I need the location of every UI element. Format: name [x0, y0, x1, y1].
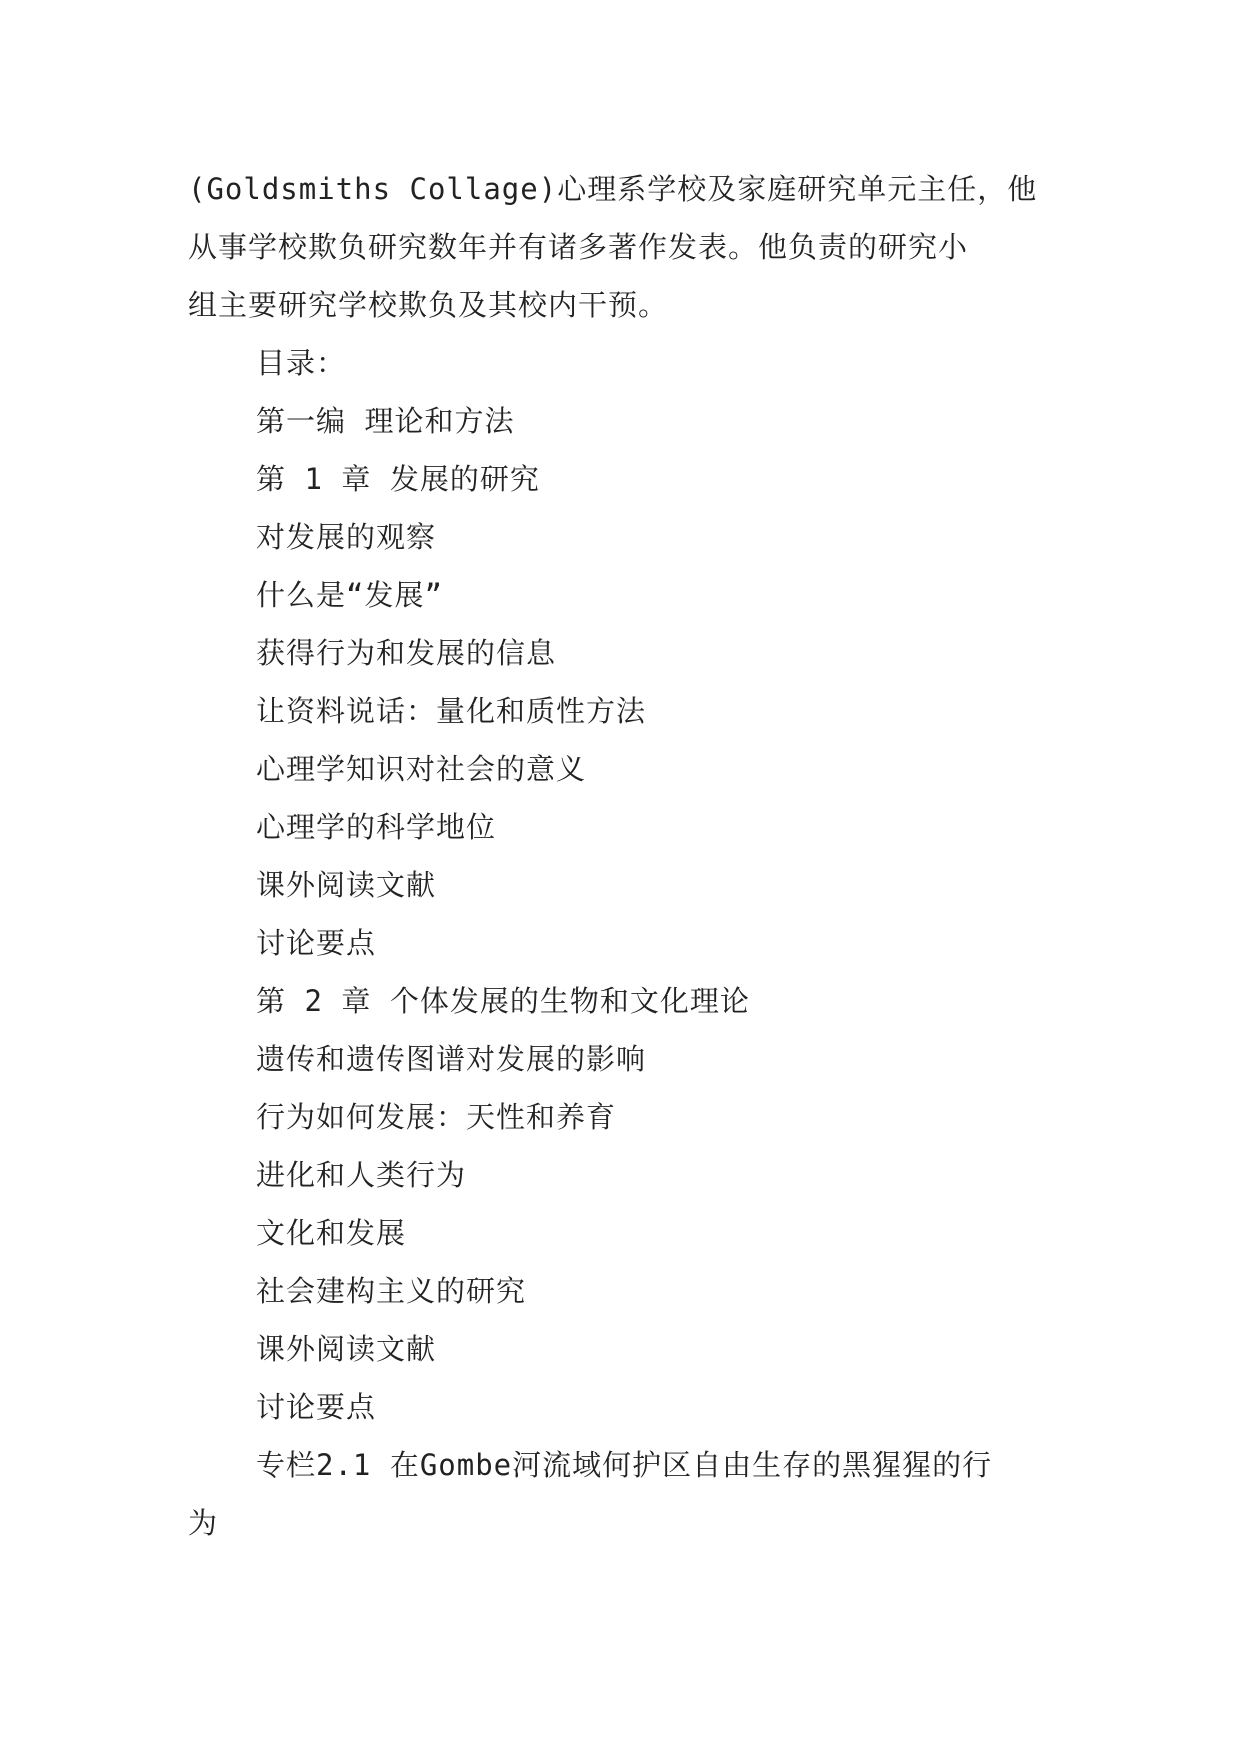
toc-item: 课外阅读文献 [256, 1332, 437, 1366]
toc-item: 行为如何发展：天性和养育 [256, 1100, 617, 1134]
toc-item: 让资料说话：量化和质性方法 [256, 694, 647, 728]
intro-line: 从事学校欺负研究数年并有诸多著作发表。他负责的研究小 [188, 230, 969, 264]
toc-item: 社会建构主义的研究 [256, 1274, 527, 1308]
toc-item: 心理学的科学地位 [256, 810, 497, 844]
toc-item: 文化和发展 [256, 1216, 407, 1250]
intro-paragraph [188, 160, 1058, 334]
toc-item: 讨论要点 [256, 926, 377, 960]
toc-box-item [188, 1436, 1058, 1552]
toc-item: 心理学知识对社会的意义 [256, 752, 587, 786]
toc-item: 进化和人类行为 [256, 1158, 467, 1192]
intro-line: 组主要研究学校欺负及其校内干预。 [188, 288, 669, 322]
toc-item: 什么是“发展” [256, 578, 443, 612]
toc-item: 课外阅读文献 [256, 868, 437, 902]
document-body [188, 160, 1058, 1552]
toc-part-title: 第一编 理论和方法 [256, 404, 515, 438]
toc-item: 讨论要点 [256, 1390, 377, 1424]
toc-box-item-line: 为 [188, 1506, 219, 1540]
toc-chapter-title: 第 1 章 发展的研究 [256, 462, 540, 496]
toc-chapter-title: 第 2 章 个体发展的生物和文化理论 [256, 984, 750, 1018]
toc-heading: 目录： [256, 346, 347, 380]
intro-line: (Goldsmiths Collage)心理系学校及家庭研究单元主任，他 [188, 172, 1038, 206]
toc-item: 遗传和遗传图谱对发展的影响 [256, 1042, 647, 1076]
toc-item: 对发展的观察 [256, 520, 437, 554]
table-of-contents [188, 392, 1058, 1552]
toc-item: 获得行为和发展的信息 [256, 636, 557, 670]
toc-box-item-line: 专栏2.1 在Gombe河流域何护区自由生存的黑猩猩的行 [256, 1448, 993, 1482]
